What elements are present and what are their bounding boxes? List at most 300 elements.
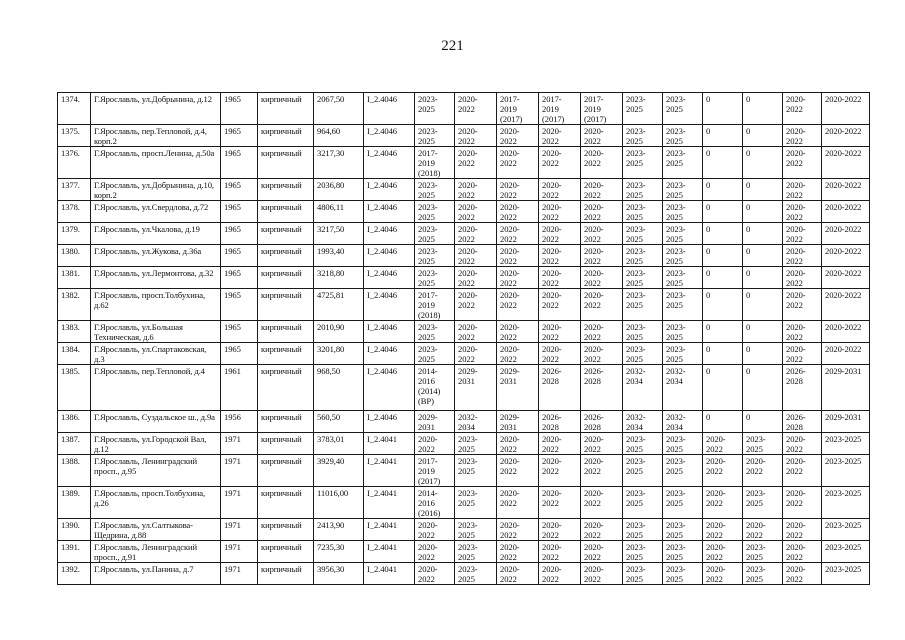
- row-number-cell: 1390.: [58, 519, 91, 541]
- repair-period-cell: 2020-2022: [783, 223, 822, 245]
- series-code-cell: I_2.4046: [364, 125, 415, 147]
- repair-period-cell: 2020-2022: [581, 125, 623, 147]
- address-cell: Г.Ярославль, Ленинградский просп., д.91: [91, 541, 221, 563]
- repair-period-cell: 2032-2034: [623, 365, 663, 411]
- area-cell: 3218,80: [314, 267, 364, 289]
- row-number-cell: 1380.: [58, 245, 91, 267]
- row-number-cell: 1377.: [58, 179, 91, 201]
- series-code-cell: I_2.4041: [364, 455, 415, 487]
- series-code-cell: I_2.4041: [364, 541, 415, 563]
- build-year-cell: 1971: [221, 563, 258, 585]
- wall-material-cell: кирпичный: [258, 343, 314, 365]
- wall-material-cell: кирпичный: [258, 223, 314, 245]
- repair-period-cell: 2020-2022: [539, 455, 581, 487]
- build-year-cell: 1971: [221, 541, 258, 563]
- table-row: [58, 519, 870, 541]
- area-cell: 2010,90: [314, 321, 364, 343]
- address-cell: Г.Ярославль, ул.Жукова, д.36а: [91, 245, 221, 267]
- repair-period-cell: 2020-2022: [783, 289, 822, 321]
- repair-period-cell: 2026-2028: [539, 365, 581, 411]
- wall-material-cell: кирпичный: [258, 411, 314, 433]
- address-cell: Г.Ярославль, ул.Свердлова, д.72: [91, 201, 221, 223]
- repair-period-cell: 2020-2022: [581, 487, 623, 519]
- address-cell: Г.Ярославль, ул.Лермонтова, д.32: [91, 267, 221, 289]
- repair-period-cell: 2020-2022: [455, 343, 497, 365]
- repair-period-cell: 2017-2019 (2017): [581, 93, 623, 125]
- repair-period-cell: 2026-2028: [581, 411, 623, 433]
- repair-period-cell: 2023-2025: [822, 455, 870, 487]
- repair-period-cell: 2020-2022: [455, 245, 497, 267]
- row-number-cell: 1391.: [58, 541, 91, 563]
- repair-period-cell: 2023-2025: [663, 321, 703, 343]
- repair-period-cell: 2023-2025: [623, 125, 663, 147]
- repair-period-cell: 2020-2022: [822, 147, 870, 179]
- repair-period-cell: 2023-2025: [663, 223, 703, 245]
- repair-period-cell: 2020-2022: [539, 321, 581, 343]
- repair-period-cell: 2023-2025: [822, 541, 870, 563]
- address-cell: Г.Ярославль, ул.Городской Вал, д.12: [91, 433, 221, 455]
- row-number-cell: 1383.: [58, 321, 91, 343]
- area-cell: 11016,00: [314, 487, 364, 519]
- series-code-cell: I_2.4041: [364, 433, 415, 455]
- series-code-cell: I_2.4046: [364, 93, 415, 125]
- wall-material-cell: кирпичный: [258, 147, 314, 179]
- repair-period-cell: 2020-2022: [497, 201, 539, 223]
- repair-period-cell: 2020-2022: [783, 179, 822, 201]
- repair-period-cell: 2020-2022: [497, 519, 539, 541]
- repair-period-cell: 2023-2025: [663, 541, 703, 563]
- repair-period-cell: 2020-2022: [703, 487, 743, 519]
- repair-period-cell: 2017-2019 (2018): [415, 289, 455, 321]
- area-cell: 7235,30: [314, 541, 364, 563]
- repair-period-cell: 2023-2025: [623, 541, 663, 563]
- wall-material-cell: кирпичный: [258, 125, 314, 147]
- repair-period-cell: 2023-2025: [415, 343, 455, 365]
- repair-period-cell: 2020-2022: [783, 343, 822, 365]
- repair-period-cell: 2023-2025: [623, 519, 663, 541]
- repair-period-cell: 2020-2022: [783, 125, 822, 147]
- wall-material-cell: кирпичный: [258, 487, 314, 519]
- repair-period-cell: 2020-2022: [703, 563, 743, 585]
- wall-material-cell: кирпичный: [258, 201, 314, 223]
- repair-period-cell: 2023-2025: [415, 179, 455, 201]
- repair-period-cell: 0: [743, 93, 783, 125]
- repair-period-cell: 2032-2034: [663, 411, 703, 433]
- series-code-cell: I_2.4046: [364, 245, 415, 267]
- repair-period-cell: 2020-2022: [822, 223, 870, 245]
- address-cell: Г.Ярославль, пер.Тепловой, д.4, корп.2: [91, 125, 221, 147]
- address-cell: Г.Ярославль, просп.Толбухина, д.26: [91, 487, 221, 519]
- repair-period-cell: 2023-2025: [663, 179, 703, 201]
- build-year-cell: 1965: [221, 125, 258, 147]
- table-row: [58, 147, 870, 179]
- wall-material-cell: кирпичный: [258, 541, 314, 563]
- repair-period-cell: 2023-2025: [743, 433, 783, 455]
- repair-period-cell: 2023-2025: [822, 519, 870, 541]
- repair-period-cell: 2020-2022: [497, 125, 539, 147]
- repair-period-cell: 2020-2022: [822, 267, 870, 289]
- repair-period-cell: 2020-2022: [581, 321, 623, 343]
- row-number-cell: 1384.: [58, 343, 91, 365]
- repair-period-cell: 2020-2022: [581, 433, 623, 455]
- repair-period-cell: 2020-2022: [455, 321, 497, 343]
- table-row: [58, 411, 870, 433]
- area-cell: 1993,40: [314, 245, 364, 267]
- repair-period-cell: 0: [743, 411, 783, 433]
- repair-period-cell: 2017-2019 (2017): [539, 93, 581, 125]
- row-number-cell: 1382.: [58, 289, 91, 321]
- repair-period-cell: 2020-2022: [783, 519, 822, 541]
- row-number-cell: 1376.: [58, 147, 91, 179]
- series-code-cell: I_2.4046: [364, 267, 415, 289]
- build-year-cell: 1971: [221, 519, 258, 541]
- repair-period-cell: 0: [703, 267, 743, 289]
- repair-period-cell: 2020-2022: [581, 289, 623, 321]
- address-cell: Г.Ярославль, ул.Добрынина, д.10, корп.2: [91, 179, 221, 201]
- repair-period-cell: 2020-2022: [822, 93, 870, 125]
- series-code-cell: I_2.4046: [364, 365, 415, 411]
- row-number-cell: 1386.: [58, 411, 91, 433]
- repair-period-cell: 2023-2025: [663, 433, 703, 455]
- repair-period-cell: 2023-2025: [743, 487, 783, 519]
- repair-period-cell: 2023-2025: [663, 487, 703, 519]
- build-year-cell: 1965: [221, 245, 258, 267]
- repair-period-cell: 0: [743, 267, 783, 289]
- address-cell: Г.Ярославль, Суздальское ш., д.9а: [91, 411, 221, 433]
- address-cell: Г.Ярославль, просп.Ленина, д.50а: [91, 147, 221, 179]
- area-cell: 964,60: [314, 125, 364, 147]
- wall-material-cell: кирпичный: [258, 433, 314, 455]
- address-cell: Г.Ярославль, Ленинградский просп., д.95: [91, 455, 221, 487]
- repair-period-cell: 0: [703, 147, 743, 179]
- table-row: [58, 433, 870, 455]
- repair-period-cell: 2020-2022: [497, 455, 539, 487]
- repair-period-cell: 2020-2022: [497, 487, 539, 519]
- repair-period-cell: 2023-2025: [663, 93, 703, 125]
- repair-period-cell: 2020-2022: [581, 179, 623, 201]
- repair-period-cell: 0: [703, 321, 743, 343]
- repair-period-cell: 2020-2022: [703, 433, 743, 455]
- repair-period-cell: 0: [703, 223, 743, 245]
- area-cell: 4725,81: [314, 289, 364, 321]
- repair-period-cell: 2023-2025: [455, 487, 497, 519]
- repair-period-cell: 2020-2022: [581, 541, 623, 563]
- repair-period-cell: 2026-2028: [539, 411, 581, 433]
- repair-period-cell: 2020-2022: [539, 125, 581, 147]
- repair-period-cell: 2023-2025: [455, 541, 497, 563]
- wall-material-cell: кирпичный: [258, 365, 314, 411]
- row-number-cell: 1375.: [58, 125, 91, 147]
- row-number-cell: 1392.: [58, 563, 91, 585]
- table-row: [58, 267, 870, 289]
- table-row: [58, 365, 870, 411]
- repair-period-cell: 2029-2031: [822, 365, 870, 411]
- repair-period-cell: 0: [743, 365, 783, 411]
- wall-material-cell: кирпичный: [258, 179, 314, 201]
- repair-period-cell: 2020-2022: [822, 125, 870, 147]
- build-year-cell: 1965: [221, 201, 258, 223]
- repair-period-cell: 2020-2022: [497, 267, 539, 289]
- table-row: [58, 487, 870, 519]
- repair-period-cell: 2023-2025: [623, 201, 663, 223]
- repair-period-cell: 2020-2022: [497, 541, 539, 563]
- repair-period-cell: 2020-2022: [539, 223, 581, 245]
- repair-period-cell: 2020-2022: [783, 147, 822, 179]
- repair-period-cell: 0: [703, 201, 743, 223]
- table-row: [58, 321, 870, 343]
- area-cell: 3783,01: [314, 433, 364, 455]
- repair-period-cell: 2020-2022: [783, 541, 822, 563]
- area-cell: 3217,30: [314, 147, 364, 179]
- series-code-cell: I_2.4046: [364, 179, 415, 201]
- table-row: [58, 93, 870, 125]
- repair-period-cell: 2020-2022: [415, 433, 455, 455]
- wall-material-cell: кирпичный: [258, 245, 314, 267]
- table-row: [58, 455, 870, 487]
- address-cell: Г.Ярославль, ул.Большая Техническая, д.6: [91, 321, 221, 343]
- repair-period-cell: 2023-2025: [623, 487, 663, 519]
- repair-period-cell: 2020-2022: [539, 201, 581, 223]
- repair-period-cell: 0: [743, 179, 783, 201]
- repair-period-cell: 0: [703, 245, 743, 267]
- repair-period-cell: 2023-2025: [822, 563, 870, 585]
- build-year-cell: 1971: [221, 455, 258, 487]
- repair-period-cell: 0: [743, 321, 783, 343]
- build-year-cell: 1965: [221, 321, 258, 343]
- repair-period-cell: 2020-2022: [497, 343, 539, 365]
- wall-material-cell: кирпичный: [258, 455, 314, 487]
- repair-period-cell: 0: [743, 223, 783, 245]
- repair-period-cell: 2020-2022: [743, 519, 783, 541]
- repair-period-cell: 2023-2025: [663, 147, 703, 179]
- repair-period-cell: 2023-2025: [623, 289, 663, 321]
- build-year-cell: 1965: [221, 289, 258, 321]
- repair-period-cell: 2020-2022: [539, 487, 581, 519]
- repair-period-cell: 2020-2022: [783, 321, 822, 343]
- repair-period-cell: 2014-2016 (2014) (ВР): [415, 365, 455, 411]
- repair-period-cell: 2020-2022: [455, 125, 497, 147]
- repair-period-cell: 2020-2022: [539, 433, 581, 455]
- repair-period-cell: 2029-2031: [497, 411, 539, 433]
- series-code-cell: I_2.4046: [364, 289, 415, 321]
- repair-period-cell: 2020-2022: [822, 321, 870, 343]
- wall-material-cell: кирпичный: [258, 267, 314, 289]
- repair-period-cell: 2032-2034: [623, 411, 663, 433]
- repair-period-cell: 2023-2025: [743, 541, 783, 563]
- repair-period-cell: 2026-2028: [783, 411, 822, 433]
- repair-period-cell: 2023-2025: [663, 519, 703, 541]
- repair-period-cell: 2020-2022: [822, 289, 870, 321]
- table-row: [58, 289, 870, 321]
- repair-period-cell: 2020-2022: [822, 179, 870, 201]
- series-code-cell: I_2.4046: [364, 321, 415, 343]
- repair-period-cell: 2020-2022: [783, 455, 822, 487]
- repair-period-cell: 2023-2025: [623, 223, 663, 245]
- repair-period-cell: 2023-2025: [623, 267, 663, 289]
- repair-period-cell: 2029-2031: [415, 411, 455, 433]
- repair-period-cell: 2023-2025: [663, 245, 703, 267]
- build-year-cell: 1965: [221, 343, 258, 365]
- address-cell: Г.Ярославль, пер.Тепловой, д.4: [91, 365, 221, 411]
- series-code-cell: I_2.4046: [364, 223, 415, 245]
- repair-period-cell: 2020-2022: [581, 343, 623, 365]
- build-year-cell: 1965: [221, 223, 258, 245]
- repair-period-cell: 2020-2022: [539, 343, 581, 365]
- repair-period-cell: 2020-2022: [539, 541, 581, 563]
- repair-period-cell: 2020-2022: [497, 563, 539, 585]
- repair-period-cell: 2020-2022: [581, 563, 623, 585]
- area-cell: 3217,50: [314, 223, 364, 245]
- repair-period-cell: 2023-2025: [415, 321, 455, 343]
- table-row: [58, 245, 870, 267]
- address-cell: Г.Ярославль, просп.Толбухина, д.62: [91, 289, 221, 321]
- repair-period-cell: 2023-2025: [415, 201, 455, 223]
- repair-period-cell: 2020-2022: [539, 289, 581, 321]
- repair-period-cell: 2020-2022: [581, 201, 623, 223]
- repair-period-cell: 2020-2022: [455, 201, 497, 223]
- area-cell: 968,50: [314, 365, 364, 411]
- repair-period-cell: 2020-2022: [581, 455, 623, 487]
- repair-period-cell: 2020-2022: [783, 563, 822, 585]
- repair-period-cell: 0: [703, 343, 743, 365]
- repair-period-cell: 2023-2025: [623, 321, 663, 343]
- build-year-cell: 1971: [221, 433, 258, 455]
- repair-period-cell: 2023-2025: [663, 267, 703, 289]
- repair-period-cell: 2020-2022: [581, 223, 623, 245]
- repair-period-cell: 2020-2022: [703, 455, 743, 487]
- repair-period-cell: 2020-2022: [539, 267, 581, 289]
- repair-period-cell: 2020-2022: [539, 563, 581, 585]
- repair-period-cell: 2023-2025: [663, 201, 703, 223]
- repair-period-cell: 0: [743, 125, 783, 147]
- repair-period-cell: 0: [743, 147, 783, 179]
- address-cell: Г.Ярославль, ул.Салтыкова-Щедрина, д.88: [91, 519, 221, 541]
- row-number-cell: 1381.: [58, 267, 91, 289]
- repair-period-cell: 0: [743, 343, 783, 365]
- repair-period-cell: 2020-2022: [415, 519, 455, 541]
- repair-period-cell: 2023-2025: [663, 455, 703, 487]
- area-cell: 3956,30: [314, 563, 364, 585]
- repair-period-cell: 2023-2025: [415, 125, 455, 147]
- repair-period-cell: 2026-2028: [581, 365, 623, 411]
- repair-period-cell: 2020-2022: [497, 433, 539, 455]
- repair-period-cell: 2023-2025: [623, 433, 663, 455]
- build-year-cell: 1965: [221, 267, 258, 289]
- repair-period-cell: 2020-2022: [783, 267, 822, 289]
- repair-period-cell: 2020-2022: [783, 93, 822, 125]
- repair-period-cell: 2017-2019 (2018): [415, 147, 455, 179]
- repair-period-cell: 2020-2022: [783, 433, 822, 455]
- table-row: [58, 343, 870, 365]
- repair-period-cell: 2023-2025: [455, 455, 497, 487]
- table-row: [58, 563, 870, 585]
- repair-period-cell: 2020-2022: [581, 147, 623, 179]
- repair-period-cell: 2020-2022: [455, 267, 497, 289]
- repair-period-cell: 0: [743, 289, 783, 321]
- repair-period-cell: 2017-2019 (2017): [415, 455, 455, 487]
- repair-period-cell: 2023-2025: [415, 245, 455, 267]
- repair-period-cell: 0: [703, 411, 743, 433]
- address-cell: Г.Ярославль, ул.Панина, д.7: [91, 563, 221, 585]
- series-code-cell: I_2.4046: [364, 147, 415, 179]
- repair-period-cell: 2023-2025: [663, 125, 703, 147]
- table-row: [58, 541, 870, 563]
- repair-period-cell: 2020-2022: [822, 343, 870, 365]
- repair-period-cell: 2020-2022: [497, 179, 539, 201]
- repair-period-cell: 2029-2031: [822, 411, 870, 433]
- build-year-cell: 1965: [221, 93, 258, 125]
- repair-period-cell: 2020-2022: [497, 321, 539, 343]
- repair-period-cell: 2023-2025: [623, 93, 663, 125]
- address-cell: Г.Ярославль, ул.Спартаковская, д.3: [91, 343, 221, 365]
- repair-period-cell: 0: [743, 201, 783, 223]
- series-code-cell: I_2.4046: [364, 201, 415, 223]
- repair-period-cell: 2020-2022: [497, 289, 539, 321]
- row-number-cell: 1379.: [58, 223, 91, 245]
- series-code-cell: I_2.4041: [364, 487, 415, 519]
- repair-period-cell: 2020-2022: [703, 541, 743, 563]
- repair-period-cell: 2020-2022: [703, 519, 743, 541]
- repair-period-cell: 2020-2022: [581, 519, 623, 541]
- repair-period-cell: 2023-2025: [743, 563, 783, 585]
- build-year-cell: 1971: [221, 487, 258, 519]
- repair-period-cell: 2020-2022: [455, 93, 497, 125]
- repair-period-cell: 2023-2025: [415, 267, 455, 289]
- table-row: [58, 201, 870, 223]
- wall-material-cell: кирпичный: [258, 563, 314, 585]
- repair-period-cell: 2032-2034: [663, 365, 703, 411]
- area-cell: 2067,50: [314, 93, 364, 125]
- repair-period-cell: 2023-2025: [415, 223, 455, 245]
- repair-period-cell: 2020-2022: [539, 519, 581, 541]
- repair-period-cell: 0: [743, 245, 783, 267]
- series-code-cell: I_2.4041: [364, 563, 415, 585]
- area-cell: 2036,80: [314, 179, 364, 201]
- repair-period-cell: 2020-2022: [581, 267, 623, 289]
- series-code-cell: I_2.4046: [364, 411, 415, 433]
- repair-period-cell: 2023-2025: [455, 563, 497, 585]
- area-cell: 4806,11: [314, 201, 364, 223]
- repair-period-cell: 2032-2034: [455, 411, 497, 433]
- row-number-cell: 1389.: [58, 487, 91, 519]
- repair-period-cell: 2020-2022: [455, 179, 497, 201]
- repair-period-cell: 2020-2022: [539, 179, 581, 201]
- repair-period-cell: 2023-2025: [663, 343, 703, 365]
- repair-period-cell: 2023-2025: [663, 563, 703, 585]
- row-number-cell: 1378.: [58, 201, 91, 223]
- repair-period-cell: 2020-2022: [581, 245, 623, 267]
- repair-period-cell: 2023-2025: [623, 563, 663, 585]
- repair-period-cell: 0: [703, 179, 743, 201]
- series-code-cell: I_2.4041: [364, 519, 415, 541]
- repair-period-cell: 2020-2022: [783, 487, 822, 519]
- repair-period-cell: 2020-2022: [822, 245, 870, 267]
- repair-period-cell: 0: [703, 125, 743, 147]
- repair-period-cell: 2023-2025: [623, 179, 663, 201]
- address-cell: Г.Ярославль, ул.Добрынина, д.12: [91, 93, 221, 125]
- build-year-cell: 1965: [221, 179, 258, 201]
- repair-period-cell: 2020-2022: [743, 455, 783, 487]
- repair-period-cell: 2020-2022: [783, 201, 822, 223]
- wall-material-cell: кирпичный: [258, 321, 314, 343]
- repair-period-cell: 2020-2022: [415, 541, 455, 563]
- build-year-cell: 1961: [221, 365, 258, 411]
- repair-period-cell: 2023-2025: [623, 245, 663, 267]
- table-row: [58, 179, 870, 201]
- repair-period-cell: 2020-2022: [783, 245, 822, 267]
- repair-period-cell: 2020-2022: [497, 223, 539, 245]
- table-body: [58, 93, 870, 585]
